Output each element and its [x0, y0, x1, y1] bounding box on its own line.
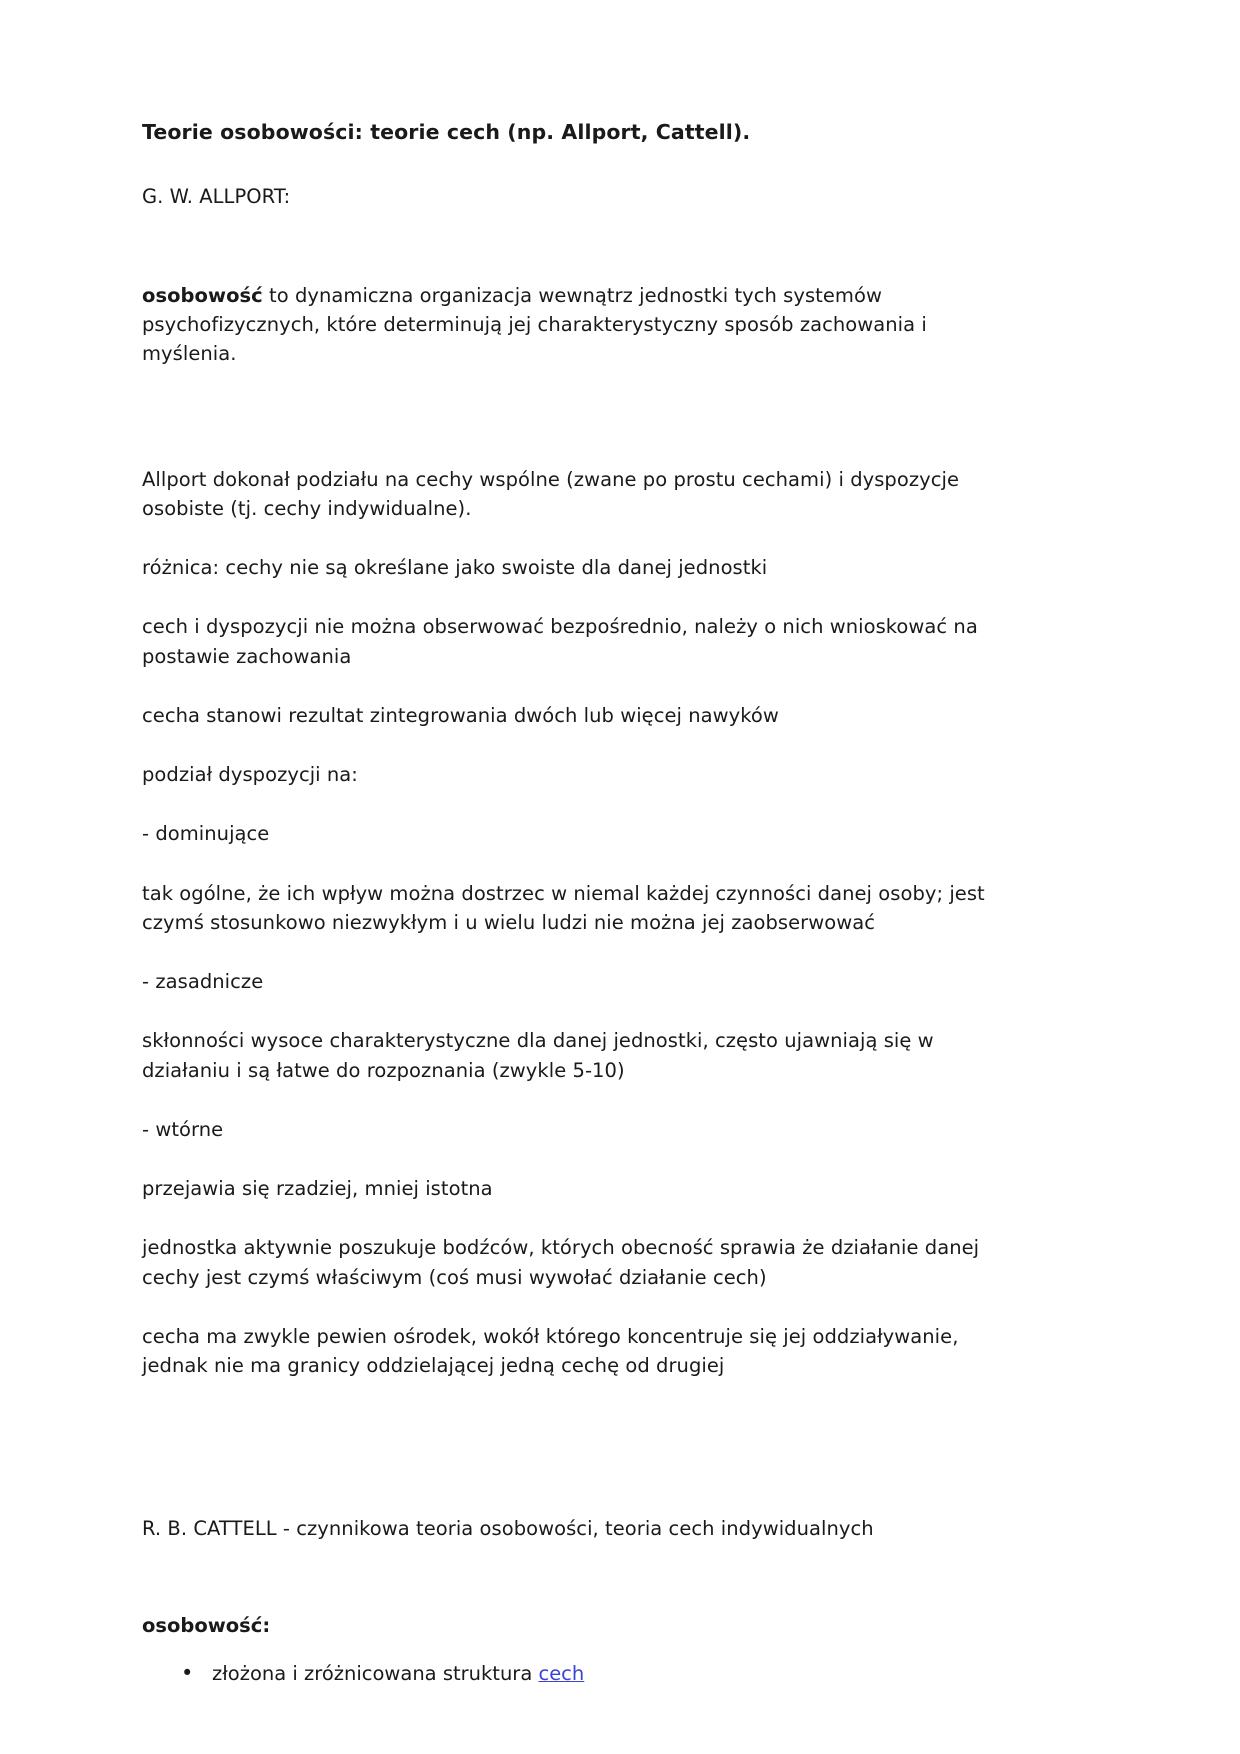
paragraph-center: cecha ma zwykle pewien ośrodek, wokół którego koncentruje się jej oddziaływanie, jednak nie ma granicy oddzielającej jedną cechę od drugiej: [142, 1324, 959, 1378]
list-item-dominant: - dominujące: [142, 822, 270, 846]
list-item-main: - zasadnicze: [142, 970, 264, 994]
spacer: [142, 399, 1105, 465]
paragraph-observation: cech i dyspozycji nie można obserwować bezpośrednio, należy o nich wnioskować na postawie zachowania: [142, 615, 978, 668]
paragraph-division: Allport dokonał podziału na cechy wspólne (zwane po prostu cechami) i dyspozycje osobiste (tj. cechy indywidualne).: [142, 467, 959, 520]
paragraph-difference: różnica: cechy nie są określane jako swoiste dla danej jednostki: [142, 556, 768, 580]
section-heading-cattell: R. B. CATTELL - czynnikowa teoria osobowości, teoria cech indywidualnych: [142, 1517, 874, 1541]
subheading-osobowosc: osobowość:: [142, 1613, 271, 1637]
definition-term: osobowość: [142, 283, 263, 307]
list-item: [212, 1659, 1105, 1688]
definition-body: to dynamiczna organizacja wewnątrz jednostki tych systemów psychofizycznych, które determinują jej charakterystyczny sposób zachowania i myślenia.: [142, 283, 927, 366]
paragraph-dominant-description: tak ogólne, że ich wpływ można dostrzec w niemal każdej czynności danej osoby; jest czymś stosunkowo niezwykłym i u wielu ludzi nie można jej zaobserwować: [142, 881, 985, 934]
paragraph-trait-result: cecha stanowi rezultat zintegrowania dwóch lub więcej nawyków: [142, 703, 779, 727]
link-cech[interactable]: cech: [538, 1661, 585, 1685]
paragraph-disposition-division: podział dyspozycji na:: [142, 763, 358, 787]
page-title: Teorie osobowości: teorie cech (np. Allport, Cattell).: [142, 120, 751, 144]
paragraph-secondary-description: przejawia się rzadziej, mniej istotna: [142, 1177, 493, 1201]
cattell-bullet-list: [142, 1659, 1105, 1688]
paragraph-stimuli: jednostka aktywnie poszukuje bodźców, których obecność sprawia że działanie danej cechy jest czymś właściwym (coś musi wywołać działanie cech): [142, 1236, 980, 1289]
list-item-secondary: - wtórne: [142, 1117, 224, 1141]
paragraph-main-description: skłonności wysoce charakterystyczne dla danej jednostki, często ujawniają się w działaniu i są łatwe do rozpoznania (zwykle 5-10): [142, 1029, 934, 1082]
spacer: [142, 241, 1105, 281]
spacer: [142, 1574, 1105, 1614]
spacer: [142, 1410, 1105, 1514]
list-item-text: złożona i zróżnicowana struktura: [212, 1661, 539, 1685]
definition-paragraph: [142, 281, 1002, 369]
section-heading-allport: G. W. ALLPORT:: [142, 184, 291, 208]
